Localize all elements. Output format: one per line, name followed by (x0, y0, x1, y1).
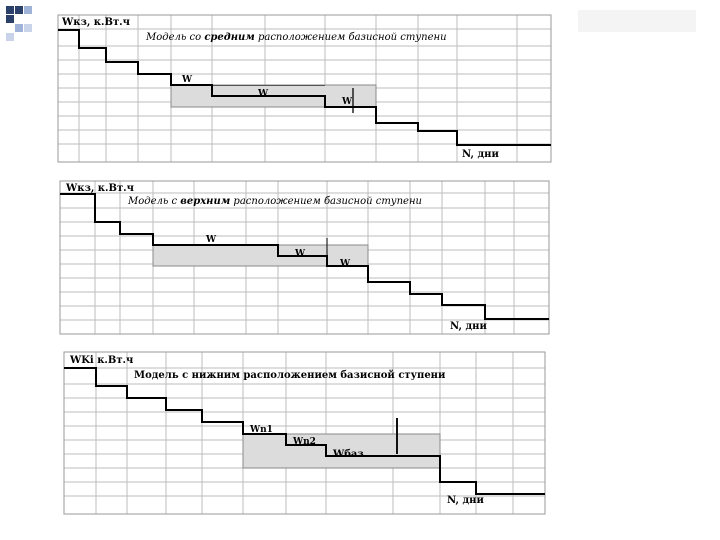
title-bold: средним (204, 32, 255, 43)
panel-bottom-base (64, 352, 545, 514)
step-label-3: Wбаз (333, 449, 364, 460)
panel-title (127, 196, 422, 207)
y-axis-label: WKi к.Вт.ч (70, 355, 134, 366)
step-label-3: W (340, 259, 351, 269)
step-label-3: W (342, 97, 353, 107)
step-label-2: W (295, 249, 306, 259)
step-label-1: W (182, 75, 193, 85)
title-prefix: Модель с (128, 196, 181, 207)
step-label-2: W (258, 89, 269, 99)
title-suffix: расположением базисной ступени (230, 196, 422, 207)
x-axis-label: N, дни (462, 149, 499, 160)
panel-title (134, 370, 446, 381)
load-step-curve (64, 368, 545, 494)
step-label-1: Wn1 (250, 425, 273, 435)
panel-middle-base (58, 15, 551, 162)
title-bold: верхним (180, 196, 231, 207)
title-prefix: Модель со (146, 32, 205, 43)
y-axis-label: Wкз, к.Вт.ч (62, 17, 130, 28)
panel-top-base (60, 181, 549, 334)
step-label-1: W (206, 235, 217, 245)
title-bold: Модель с нижним расположением базисной ступени (134, 370, 446, 381)
title-suffix: расположением базисной ступени (254, 32, 447, 43)
panel-title (145, 32, 447, 43)
step-label-2: Wn2 (293, 437, 316, 447)
y-axis-label: Wкз, к.Вт.ч (66, 183, 134, 194)
band-divider (212, 85, 325, 86)
base-band (153, 245, 368, 266)
x-axis-label: N, дни (447, 495, 484, 506)
x-axis-label: N, дни (450, 321, 487, 332)
